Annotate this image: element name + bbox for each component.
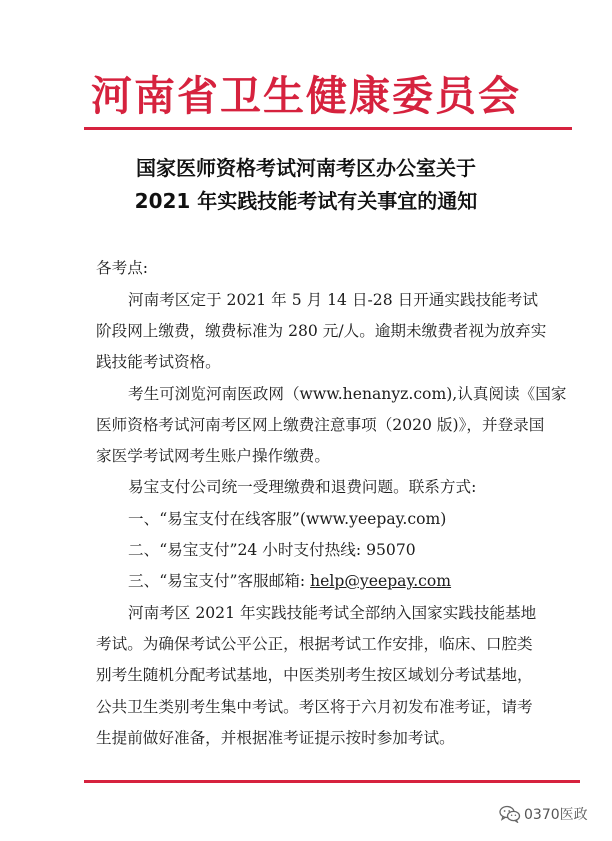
paragraph-4-line-5: 生提前做好准备，并根据准考证提示按时参加考试。 xyxy=(96,729,455,747)
contact-item-3-label: 三、“易宝支付”客服邮箱: xyxy=(128,572,311,590)
paragraph-2-line-1: 考生可浏览河南医政网（www.henanyz.com),认真阅读《国家 xyxy=(128,385,567,403)
contact-item-1: 一、“易宝支付在线客服”(www.yeepay.com) xyxy=(128,510,447,528)
footer-rule xyxy=(84,780,580,783)
paragraph-1-line-1: 河南考区定于 2021 年 5 月 14 日-28 日开通实践技能考试 xyxy=(128,291,538,309)
letterhead: 河南省卫生健康委员会 xyxy=(91,72,521,120)
contact-item-2: 二、“易宝支付”24 小时支付热线: 95070 xyxy=(128,541,416,559)
paragraph-4-line-1: 河南考区 2021 年实践技能考试全部纳入国家实践技能基地 xyxy=(128,604,537,622)
notice-title-line1: 国家医师资格考试河南考区办公室关于 xyxy=(136,156,476,180)
letterhead-rule xyxy=(84,127,572,130)
paragraph-1-line-3: 践技能考试资格。 xyxy=(96,353,221,371)
paragraph-4-line-4: 公共卫生类别考生集中考试。考区将于六月初发布准考证，请考 xyxy=(96,698,533,716)
notice-title-line2: 2021 年实践技能考试有关事宜的通知 xyxy=(134,189,478,213)
paragraph-4-line-2: 考试。为确保考试公平公正，根据考试工作安排，临床、口腔类 xyxy=(96,635,533,653)
paragraph-2-line-2: 医师资格考试河南考区网上缴费注意事项（2020 版)》，并登录国 xyxy=(96,416,545,434)
wechat-icon xyxy=(499,805,521,823)
paragraph-3: 易宝支付公司统一受理缴费和退费问题。联系方式: xyxy=(128,478,477,496)
paragraph-4-line-3: 别考生随机分配考试基地，中医类别考生按区域划分考试基地， xyxy=(96,666,533,684)
contact-item-3 xyxy=(128,571,451,591)
salutation: 各考点: xyxy=(96,259,149,277)
watermark-text: 0370医政 xyxy=(524,807,588,823)
paragraph-2-line-3: 家医学考试网考生账户操作缴费。 xyxy=(96,447,330,465)
watermark xyxy=(499,803,588,825)
email-link[interactable]: help@yeepay.com xyxy=(310,572,452,590)
paragraph-1-line-2: 阶段网上缴费，缴费标准为 280 元/人。逾期未缴费者视为放弃实 xyxy=(96,322,547,340)
